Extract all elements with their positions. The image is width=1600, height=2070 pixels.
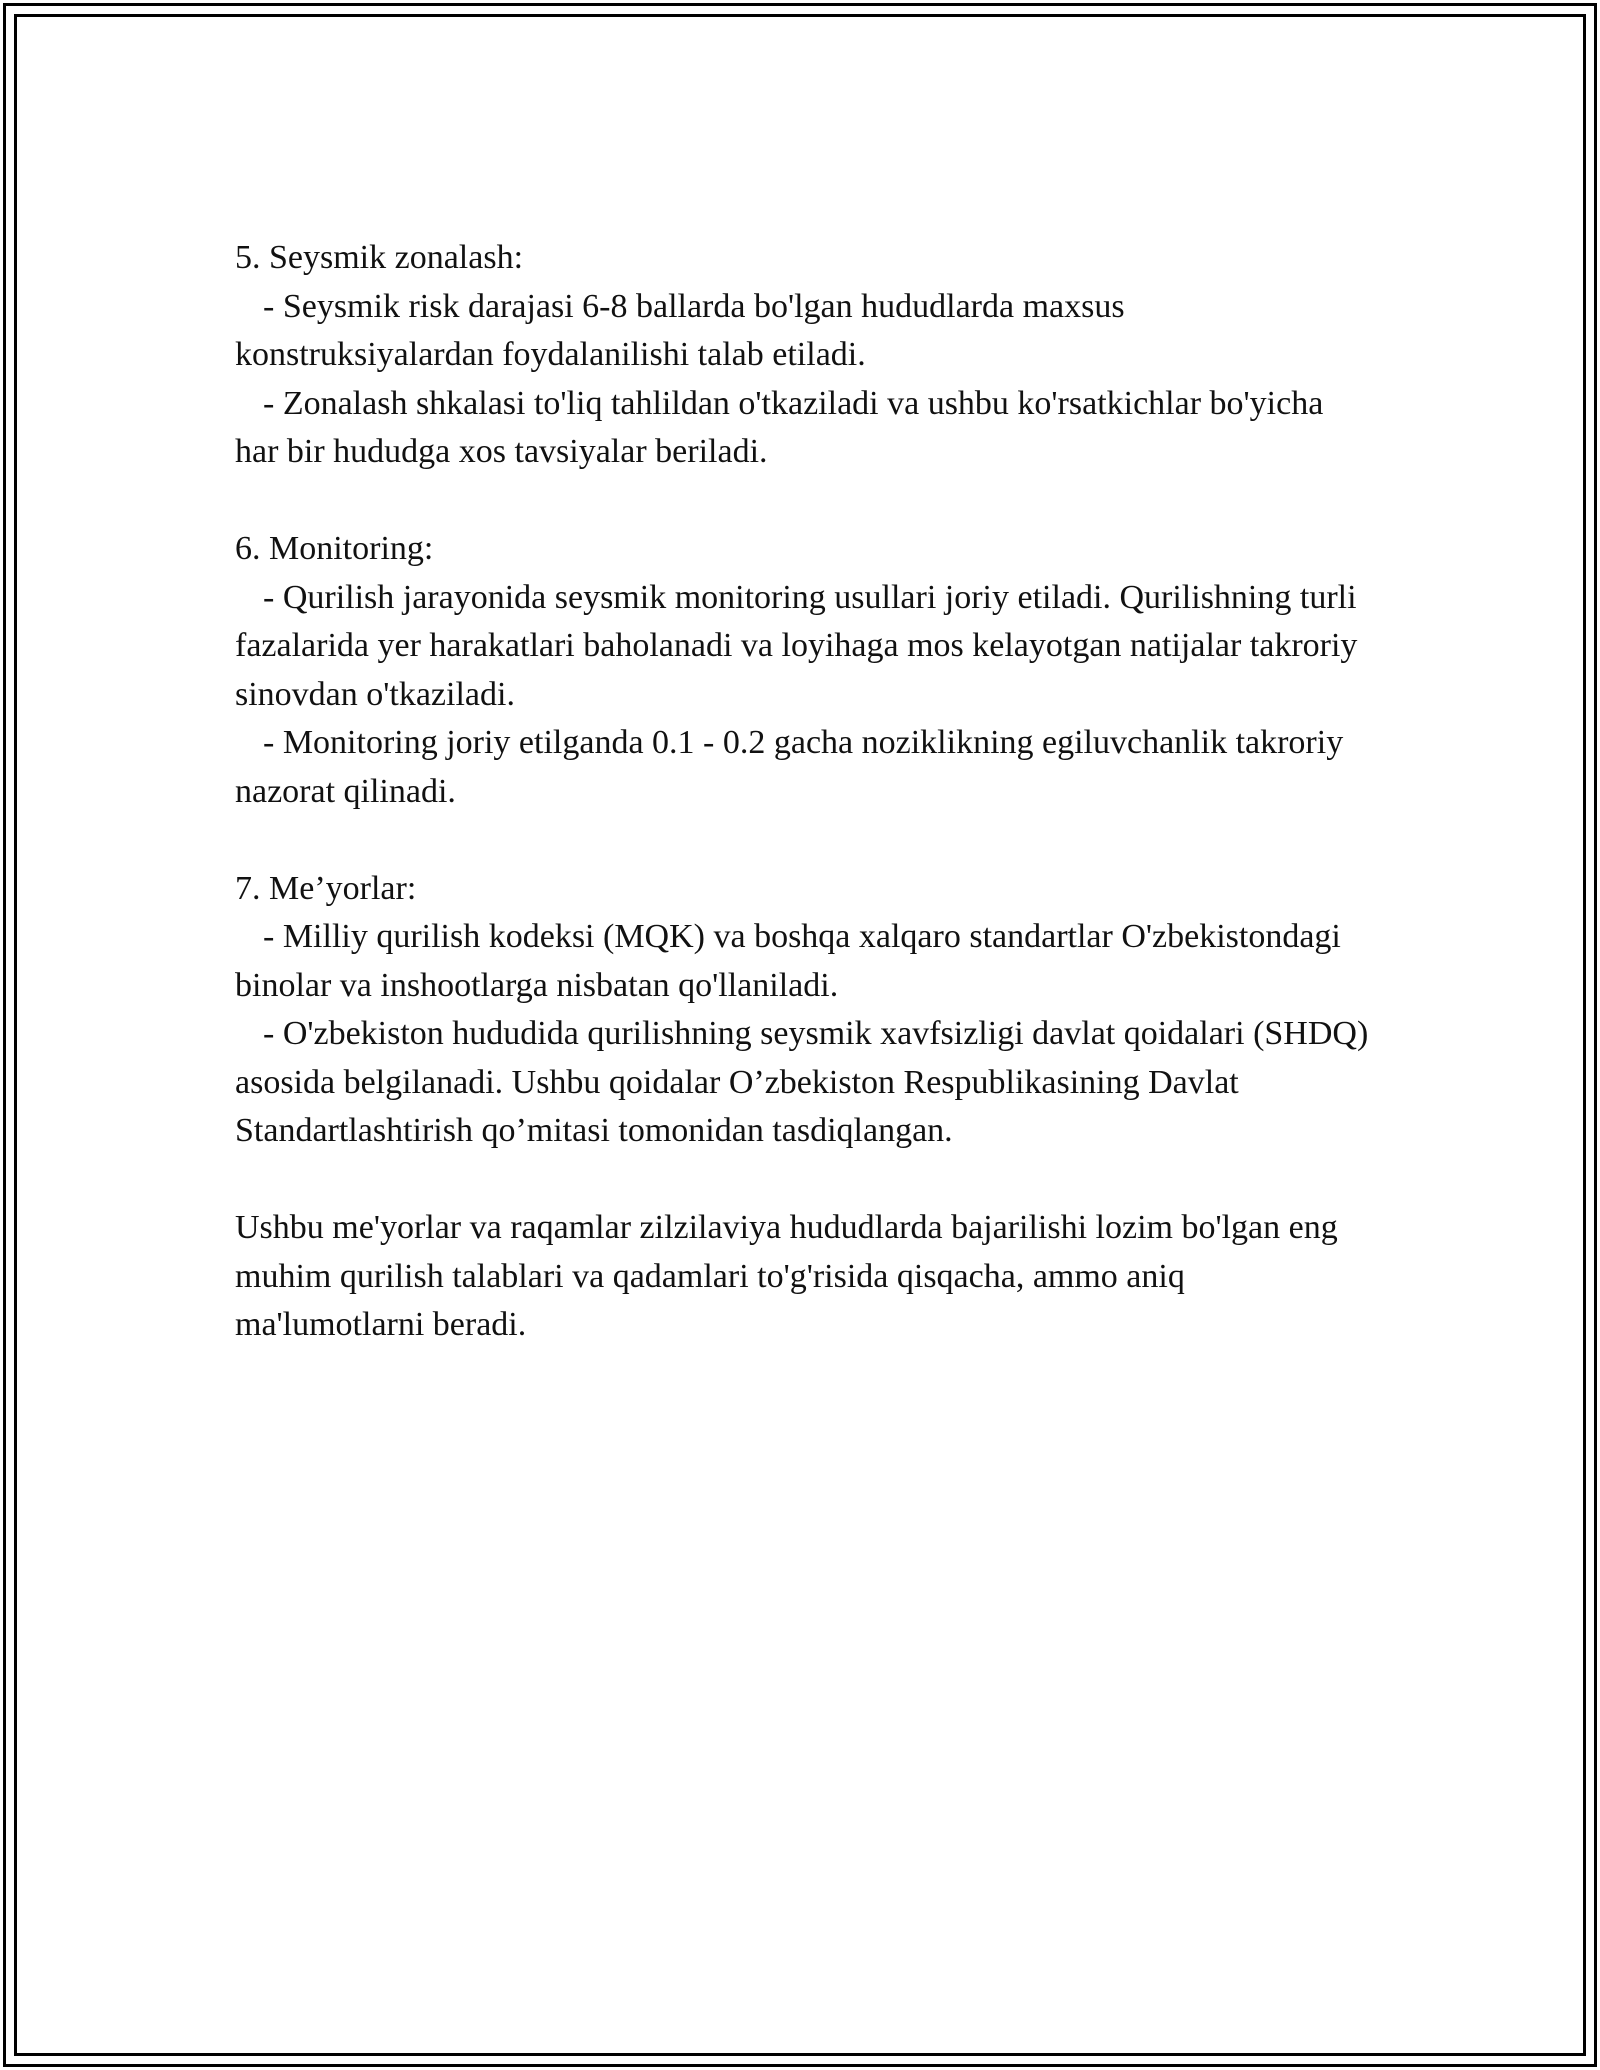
section-seismic-zoning (235, 234, 1375, 477)
document-body (235, 234, 1375, 1350)
list-item: - Seysmik risk darajasi 6-8 ballarda bo'lgan hududlarda maxsus konstruksiyalardan foydalanilishi talab etiladi. (235, 287, 1134, 373)
section-heading: 7. Me’yorlar: (235, 869, 417, 907)
section-heading: 5. Seysmik zonalash: (235, 239, 524, 276)
list-item: - Milliy qurilish kodeksi (MQK) va boshqa xalqaro standartlar O'zbekistondagi binolar va inshootlarga nisbatan qo'llaniladi. (235, 918, 1350, 1004)
list-item: - O'zbekiston hududida qurilishning seysmik xavfsizligi davlat qoidalari (SHDQ) asosida belgilanadi. Ushbu qoidalar O’zbekiston Respublikasining Davlat Standartlashtirish qo’mitasi tomonidan tasdiqlangan. (235, 1015, 1377, 1149)
section-heading: 6. Monitoring: (235, 530, 434, 567)
section-norms (235, 865, 1375, 1156)
list-item: - Monitoring joriy etilganda 0.1 - 0.2 gacha noziklikning egiluvchanlik takroriy nazorat qilinadi. (235, 724, 1352, 810)
closing-paragraph: Ushbu me'yorlar va raqamlar zilzilaviya hududlarda bajarilishi lozim bo'lgan eng muhim qurilish talablari va qadamlari to'g'risida qisqacha, ammo aniq ma'lumotlarni beradi. (235, 1209, 1347, 1343)
list-item: - Qurilish jarayonida seysmik monitoring usullari joriy etiladi. Qurilishning turli fazalarida yer harakatlari baholanadi va loyihaga mos kelayotgan natijalar takroriy sinovdan o'tkaziladi. (235, 578, 1366, 713)
section-monitoring (235, 525, 1375, 816)
list-item: - Zonalash shkalasi to'liq tahlildan o'tkaziladi va ushbu ko'rsatkichlar bo'yicha har bir hududga xos tavsiyalar beriladi. (235, 384, 1332, 470)
